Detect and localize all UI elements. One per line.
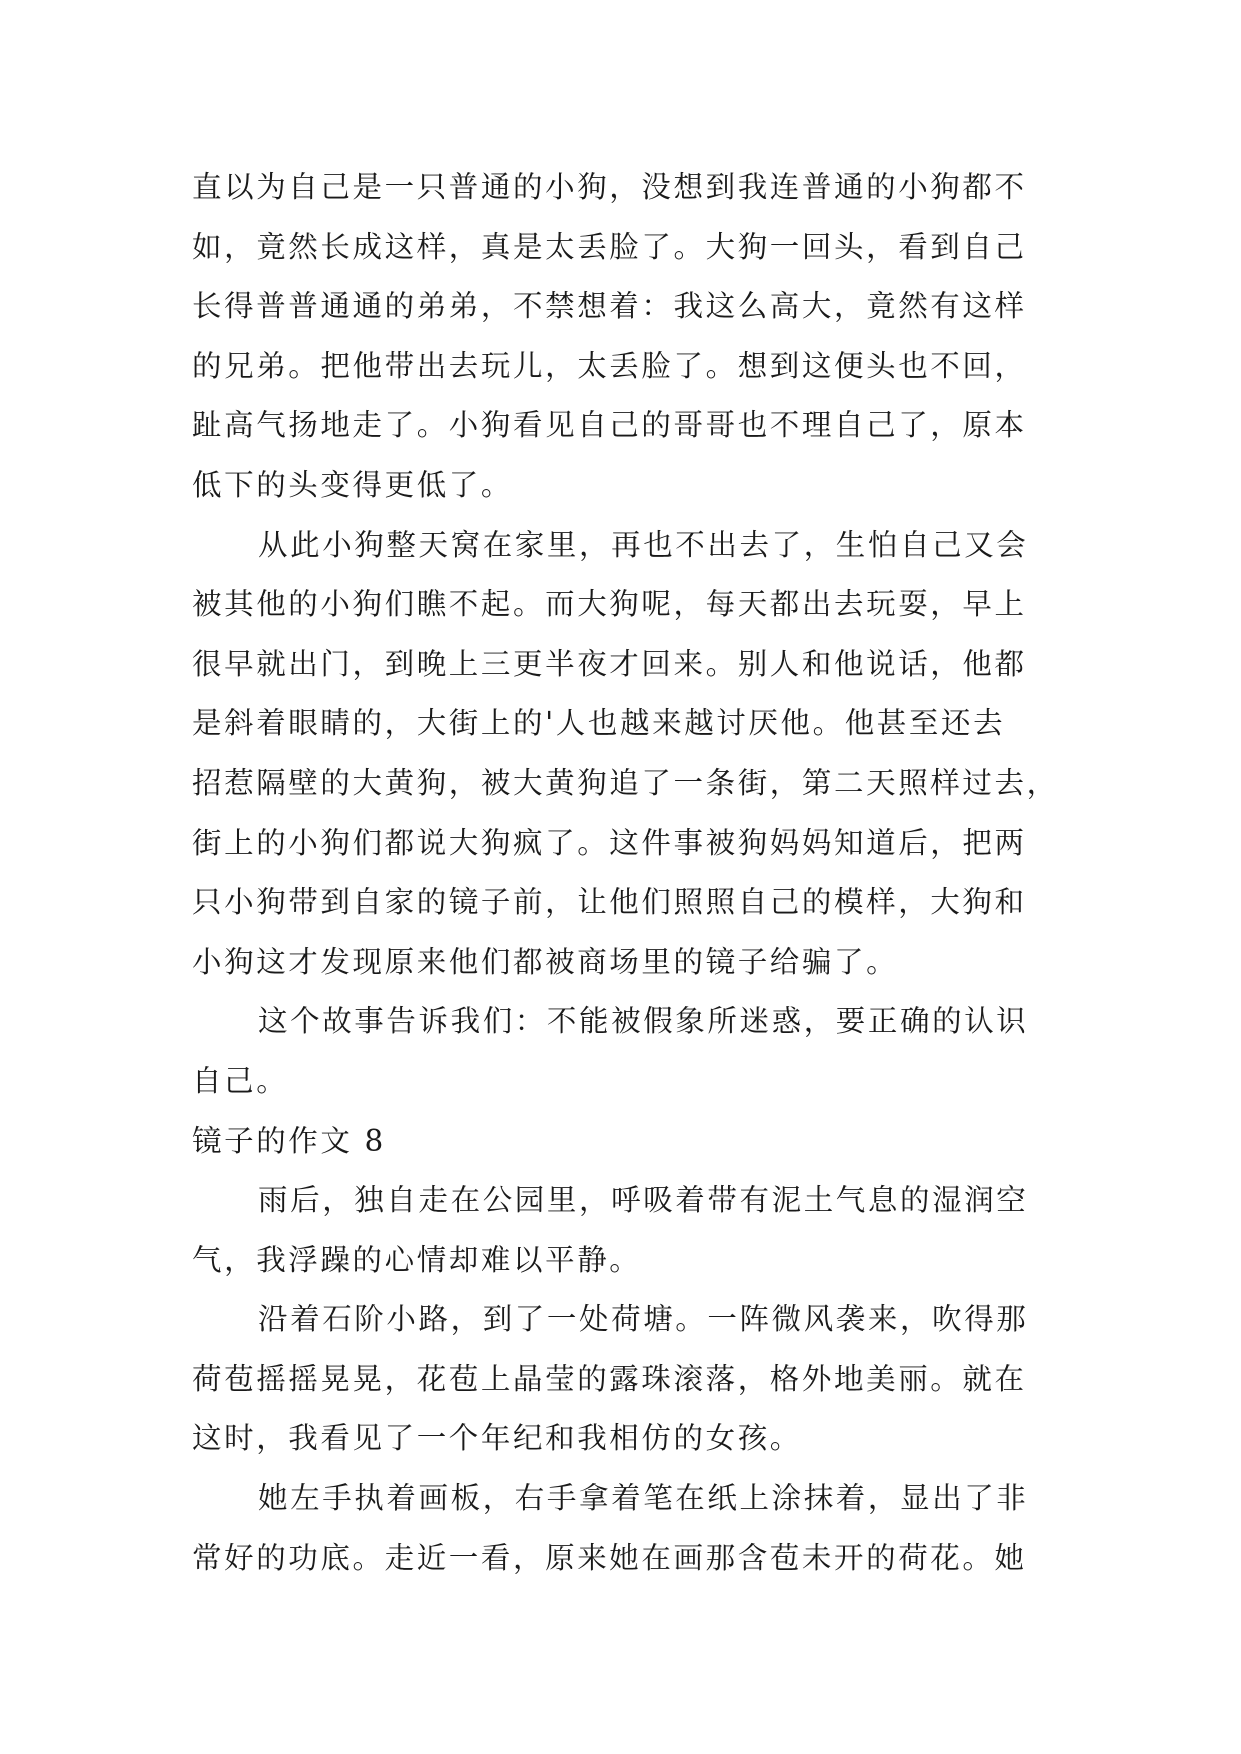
section-heading: 镜子的作文 8 — [192, 1123, 386, 1158]
text-line: 荷苞摇摇晃晃，花苞上晶莹的露珠滚落，格外地美丽。就在 — [192, 1361, 1027, 1396]
text-line: 被其他的小狗们瞧不起。而大狗呢，每天都出去玩耍，早上 — [192, 587, 1027, 622]
text-line: 低下的头变得更低了。 — [192, 467, 514, 502]
text-line: 很早就出门，到晚上三更半夜才回来。别人和他说话，他都 — [192, 646, 1027, 681]
text-line: 招惹隔壁的大黄狗，被大黄狗追了一条街，第二天照样过去， — [192, 765, 1059, 800]
paragraph-first-line: 这个故事告诉我们：不能被假象所迷惑，要正确的认识 — [258, 1004, 1029, 1039]
text-line: 是斜着眼睛的，大街上的'人也越来越讨厌他。他甚至还去 — [192, 706, 1006, 741]
paragraph-first-line: 雨后，独自走在公园里，呼吸着带有泥土气息的湿润空 — [258, 1183, 1029, 1218]
paragraph-first-line: 她左手执着画板，右手拿着笔在纸上涂抹着，显出了非 — [258, 1481, 1029, 1516]
text-line: 长得普普通通的弟弟，不禁想着：我这么高大，竟然有这样 — [192, 289, 1027, 324]
text-line: 这时，我看见了一个年纪和我相仿的女孩。 — [192, 1421, 802, 1456]
document-body — [192, 158, 1072, 1588]
paragraph-first-line: 沿着石阶小路，到了一处荷塘。一阵微风袭来，吹得那 — [258, 1302, 1029, 1337]
text-line: 的兄弟。把他带出去玩儿，太丢脸了。想到这便头也不回， — [192, 348, 1027, 383]
text-line: 常好的功底。走近一看，原来她在画那含苞未开的荷花。她 — [192, 1540, 1027, 1575]
paragraph-first-line: 从此小狗整天窝在家里，再也不出去了，生怕自己又会 — [258, 527, 1029, 562]
text-line: 气，我浮躁的心情却难以平静。 — [192, 1242, 642, 1277]
text-line: 直以为自己是一只普通的小狗，没想到我连普通的小狗都不 — [192, 170, 1027, 204]
text-line: 自己。 — [192, 1063, 289, 1098]
text-line: 只小狗带到自家的镜子前，让他们照照自己的模样，大狗和 — [192, 885, 1027, 920]
text-line: 如，竟然长成这样，真是太丢脸了。大狗一回头，看到自己 — [192, 229, 1027, 264]
text-line: 趾高气扬地走了。小狗看见自己的哥哥也不理自己了，原本 — [192, 408, 1027, 443]
text-line: 小狗这才发现原来他们都被商场里的镜子给骗了。 — [192, 944, 899, 979]
text-line: 街上的小狗们都说大狗疯了。这件事被狗妈妈知道后，把两 — [192, 825, 1027, 860]
